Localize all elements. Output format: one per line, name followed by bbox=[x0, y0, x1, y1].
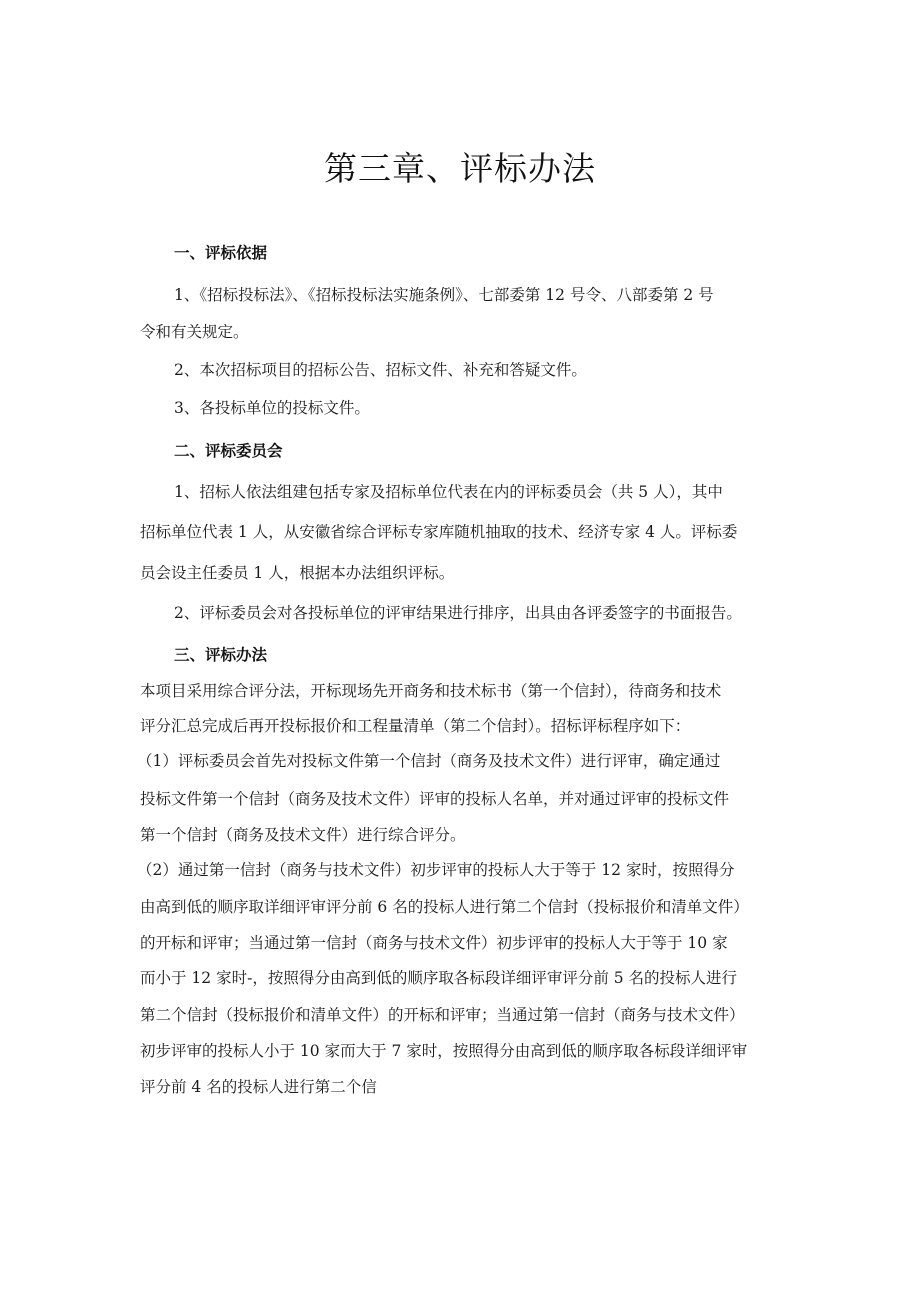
paragraph-line: 而小于 12 家时-，按照得分由高到低的顺序取各标段详细评审评分前 5 名的投标人进行 bbox=[140, 969, 738, 987]
section-heading: 三、评标办法 bbox=[174, 646, 268, 664]
paragraph-line: 3、各投标单位的投标文件。 bbox=[174, 399, 370, 417]
paragraph-line: 1、招标人依法组建包括专家及招标单位代表在内的评标委员会（共 5 人），其中 bbox=[174, 483, 723, 501]
paragraph-line: 第一个信封（商务及技术文件）进行综合评分。 bbox=[140, 826, 466, 844]
paragraph-line: 2、本次招标项目的招标公告、招标文件、补充和答疑文件。 bbox=[174, 361, 587, 379]
paragraph-line: 本项目采用综合评分法，开标现场先开商务和技术标书（第一个信封），待商务和技术 bbox=[140, 682, 722, 700]
paragraph-line: 1、《招标投标法》、《招标投标法实施条例》、七部委第 12 号令、八部委第 2 号 bbox=[174, 286, 714, 304]
paragraph-line: 令和有关规定。 bbox=[140, 323, 249, 341]
paragraph-line: 评分汇总完成后再开投标报价和工程量清单（第二个信封）。招标评标程序如下： bbox=[140, 717, 691, 735]
section-heading: 二、评标委员会 bbox=[174, 442, 283, 460]
paragraph-line: 的开标和评审；当通过第一信封（商务与技术文件）初步评审的投标人大于等于 10 家 bbox=[140, 934, 728, 952]
paragraph-line: 第二个信封（投标报价和清单文件）的开标和评审；当通过第一信封（商务与技术文件） bbox=[140, 1006, 745, 1024]
section-heading: 一、评标依据 bbox=[174, 244, 268, 262]
paragraph-line: 招标单位代表 1 人，从安徽省综合评标专家库随机抽取的技术、经济专家 4 人。评标委 bbox=[140, 523, 738, 541]
paragraph-line: 由高到低的顺序取详细评审评分前 6 名的投标人进行第二个信封（投标报价和清单文件） bbox=[140, 898, 749, 916]
paragraph-line: 初步评审的投标人小于 10 家而大于 7 家时，按照得分由高到低的顺序取各标段详细评审 bbox=[140, 1042, 748, 1060]
paragraph-line: 投标文件第一个信封（商务及技术文件）评审的投标人名单，并对通过评审的投标文件 bbox=[140, 790, 730, 808]
page-title: 第三章、评标办法 bbox=[324, 149, 596, 188]
paragraph-line: 2、评标委员会对各投标单位的评审结果进行排序，出具由各评委签字的书面报告。 bbox=[174, 604, 742, 622]
paragraph-line: （1）评标委员会首先对投标文件第一个信封（商务及技术文件）进行评审，确定通过 bbox=[137, 752, 721, 770]
paragraph-line: 员会设主任委员 1 人，根据本办法组织评标。 bbox=[140, 564, 455, 582]
paragraph-line: （2）通过第一信封（商务与技术文件）初步评审的投标人大于等于 12 家时，按照得分 bbox=[137, 861, 735, 879]
paragraph-line: 评分前 4 名的投标人进行第二个信 bbox=[140, 1078, 377, 1096]
